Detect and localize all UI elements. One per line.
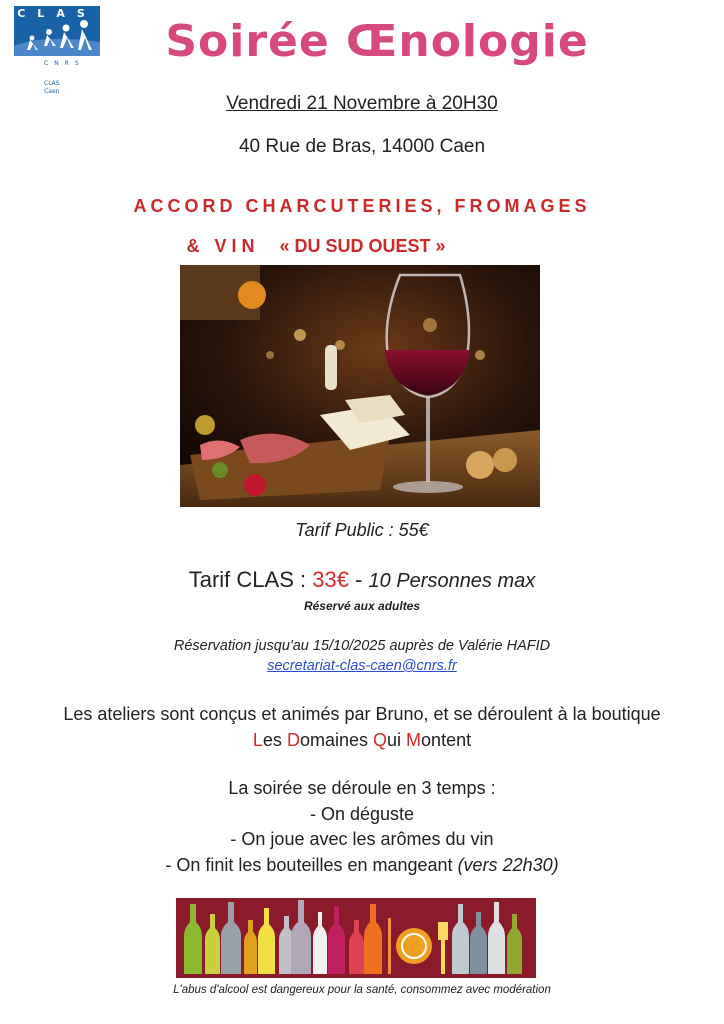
boutique-word-3: ui xyxy=(387,730,402,750)
boutique-cap-l: L xyxy=(252,730,263,750)
bottles-banner xyxy=(176,898,536,978)
soiree-step-1: - On déguste xyxy=(309,803,415,824)
boutique-name xyxy=(0,730,724,751)
event-address: 40 Rue de Bras, 14000 Caen xyxy=(238,136,486,157)
boutique-word-4: ontent xyxy=(421,730,472,750)
boutique-word-1: es xyxy=(262,730,282,750)
ateliers-text: Les ateliers sont conçus et animés par Bruno, et se déroulent à la boutique xyxy=(63,704,661,724)
theme-line-2-spacer xyxy=(264,236,274,256)
tarif-clas-label: Tarif CLAS : xyxy=(188,567,307,592)
reservation-note: Réservation jusqu'au 15/10/2025 auprès de Valérie HAFID xyxy=(173,638,551,654)
event-date: Vendredi 21 Novembre à 20H30 xyxy=(226,93,498,114)
boutique-cap-m: M xyxy=(406,730,422,750)
tarif-clas-max: 10 Personnes max xyxy=(368,570,536,592)
bottles-icon xyxy=(176,898,536,978)
boutique-cap-q: Q xyxy=(373,730,388,750)
wine-cheese-photo xyxy=(180,265,540,507)
soiree-step-3-text: - On finit les bouteilles en mangeant xyxy=(165,854,453,875)
logo-cnrs: CNRS xyxy=(44,60,85,67)
health-warning: L'abus d'alcool est dangereux pour la santé, consommez avec modération xyxy=(173,984,551,996)
logo-letters: CLAS xyxy=(17,7,97,20)
tarif-clas-price: 33€ xyxy=(312,567,349,592)
soiree-step-3-time: (vers 22h30) xyxy=(457,854,559,875)
reservation-email-link[interactable]: secretariat-clas-caen@cnrs.fr xyxy=(267,658,457,674)
soiree-program xyxy=(0,776,724,878)
theme-line-1: ACCORD CHARCUTERIES, FROMAGES xyxy=(133,196,591,216)
tarif-public: Tarif Public : 55€ xyxy=(295,520,429,540)
soiree-step-3 xyxy=(0,853,724,879)
soiree-step-2: - On joue avec les arômes du vin xyxy=(230,829,494,849)
theme-line-2 xyxy=(0,236,724,257)
tarif-clas xyxy=(0,567,724,593)
wine-glass-icon xyxy=(180,265,540,507)
boutique-cap-d: D xyxy=(286,730,300,750)
theme-line-2-quote: « DU SUD OUEST » xyxy=(279,236,446,256)
page-title: Soirée Œnologie xyxy=(165,16,589,67)
soiree-intro: La soirée se déroule en 3 temps : xyxy=(228,778,496,798)
boutique-word-2: omaines xyxy=(299,730,368,750)
theme-line-2-prefix: & VIN xyxy=(186,236,260,256)
adults-only-note: Réservé aux adultes xyxy=(303,599,421,613)
logo-city: Caen xyxy=(44,88,60,95)
tarif-clas-separator: - xyxy=(355,567,363,592)
logo-clas-text: CLAS xyxy=(44,80,60,87)
